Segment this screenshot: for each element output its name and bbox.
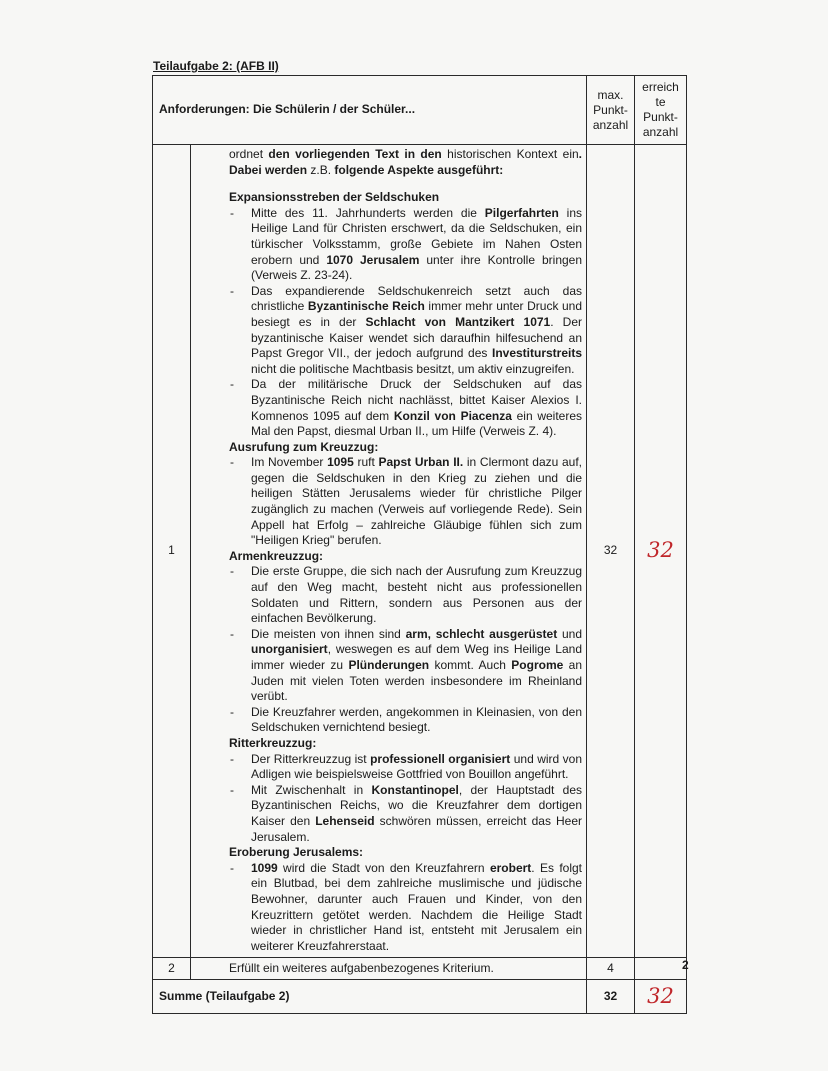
bullet-item (251, 455, 582, 549)
text-run: wird die Stadt von den Kreuzfahrern (277, 860, 490, 875)
criterion-row-1 (153, 145, 687, 958)
criterion-intro (229, 147, 582, 178)
section-heading: Eroberung Jerusalems: (229, 845, 364, 860)
text-run: Die meisten von ihnen sind (251, 626, 406, 641)
text-run: kommt. Auch (429, 658, 512, 672)
requirements-header: Anforderungen: Die Schülerin / der Schüler... (153, 76, 587, 145)
sum-achieved-handwritten: 32 (635, 980, 687, 1014)
text-run: unter ihre Kontrolle bringen (Verweis Z. 23-24). (251, 252, 583, 283)
max-points-header-line: Punkt- (593, 102, 628, 117)
bold-term: folgende Aspekte ausgeführt: (331, 162, 504, 177)
text-run: ordnet (229, 147, 264, 161)
bold-term: Konstantinopel (371, 782, 459, 797)
text-run: . Es folgt ein Blutbad, bei dem zahlreiche muslimische und jüdische Bewohner, darunter auch Frauen und Kinder, von den Kreuzrittern getötet werden. Nachdem die Heilige Stadt wieder in christlicher Hand ist, entsteht mit Jerusalem ein weiterer Kreuzfahrerstaat. (251, 860, 583, 953)
achieved-points-header-line: Punkt- (643, 110, 678, 124)
bullet-item (251, 564, 582, 626)
criterion-number: 1 (153, 145, 191, 958)
text-run: Die Kreuzfahrer werden, angekommen in Kleinasien, von den Seldschuken vernichtend besiegt. (251, 704, 583, 735)
page-number: 2 (682, 958, 689, 972)
text-run: Da der militärische Druck der Seldschuken auf das Byzantinische Reich nicht nachlässt, bittet Kaiser Alexios I. Komnenos 1095 auf dem (251, 377, 583, 423)
bullet-item (251, 783, 582, 845)
text-run: historischen Kontext ein (447, 147, 579, 161)
text-run: z.B. (310, 162, 332, 177)
bold-term: Schlacht von Mantzikert 1071 (365, 314, 551, 329)
bold-term: professionell organisiert (370, 751, 511, 766)
bullet-item (251, 377, 582, 439)
criterion-content: Erfüllt ein weiteres aufgabenbezogenes Kriterium. (191, 958, 587, 980)
bold-term: . Dabei werden (229, 147, 583, 177)
text-run: Mit Zwischenhalt in (251, 782, 372, 797)
text-run: an Juden mit vielen Toten werden insbesondere im Rheinland verübt. (251, 658, 583, 704)
bold-term: 1099 (251, 860, 278, 875)
max-points-header-line: anzahl (592, 117, 629, 132)
text-run: Im November (251, 455, 328, 470)
section-heading: Armenkreuzzug: (229, 548, 324, 563)
bullet-item (251, 284, 582, 378)
bold-term: erobert (489, 860, 532, 875)
section-heading: Ritterkreuzzug: (229, 735, 317, 750)
achieved-points-cell (635, 958, 687, 980)
text-run: nicht die politische Machtbasis besitzt, um aktiv einzugreifen. (251, 361, 575, 376)
bold-term: Konzil von Piacenza (393, 408, 512, 423)
max-points-header (587, 76, 635, 145)
bullet-list (229, 861, 582, 955)
text-run: Die erste Gruppe, die sich nach der Ausrufung zum Kreuzzug auf den Weg macht, besteht nicht aus professionellen Soldaten und Rittern, sondern aus Personen aus der einfachen Bevölkerung. (251, 564, 583, 626)
bullet-list (229, 455, 582, 549)
bullet-item (251, 705, 582, 736)
achieved-points-header-line: anzahl (642, 125, 679, 139)
section-heading: Ausrufung zum Kreuzzug: (229, 439, 379, 454)
text-run: in Clermont dazu auf, gegen die Seldschuken in den Krieg zu ziehen und die heiligen Stätten Jerusalems wieder für christliche Pilger zugänglich zu machen (Verweis auf vorliegende Rede). Sein Appell hat Erfolg – zahlreiche Gläubige fühlen sich zum "Heiligen Krieg" berufen. (251, 455, 583, 548)
criterion-row-2 (153, 958, 687, 980)
bullet-item (251, 206, 582, 284)
text-run: ruft (353, 455, 379, 470)
bold-term: Byzantinische Reich (307, 299, 425, 314)
text-run: schwören müssen, erreicht das Heer Jerusalem. (251, 813, 583, 844)
bullet-list (229, 564, 582, 736)
bullet-item (251, 861, 582, 955)
max-points-header-line: max. (597, 87, 624, 102)
task-title: Teilaufgabe 2: (AFB II) (153, 59, 279, 73)
achieved-points-handwritten: 32 (635, 145, 687, 958)
max-points-cell: 32 (587, 145, 635, 958)
bullet-item (251, 752, 582, 783)
max-points-cell: 4 (587, 958, 635, 980)
text-run: , der Hauptstadt des Byzantinischen Reichs, wo die Kreuzfahrer dem dortigen Kaiser den (251, 782, 583, 828)
text-run: immer mehr unter Druck und besiegt es in der (251, 299, 583, 329)
bullet-list (229, 752, 582, 846)
bold-term: Lehenseid (315, 813, 375, 828)
bold-term: Pogrome (511, 658, 564, 672)
bold-term: Investiturstreits (491, 346, 583, 361)
achieved-points-header-line: erreich (642, 80, 679, 94)
bold-term: arm, schlecht ausgerüstet (405, 626, 558, 641)
criterion-number: 2 (153, 958, 191, 980)
text-run: , weswegen es auf dem Weg ins Heilige Land immer wieder zu (251, 642, 583, 672)
grading-table (152, 75, 687, 1014)
text-run: Der Ritterkreuzzug ist (251, 751, 371, 766)
text-run: und (557, 626, 583, 641)
bold-term: den vorliegenden Text in den (263, 147, 448, 161)
bold-term: 1095 (327, 455, 354, 470)
sum-row (153, 980, 687, 1014)
achieved-points-header-line: te (655, 95, 666, 109)
bullet-item (251, 627, 582, 705)
criterion-sections (229, 190, 582, 954)
achieved-points-header (635, 76, 687, 145)
criterion-content (191, 145, 587, 958)
header-row (153, 76, 687, 145)
bold-term: Plünderungen (348, 658, 430, 672)
bullet-list (229, 206, 582, 440)
bold-term: unorganisiert (251, 642, 328, 657)
text-run: und wird von Adligen wie beispielsweise Gottfried von Bouillon angeführt. (251, 751, 583, 782)
bold-term: Papst Urban II. (378, 455, 464, 470)
text-run: ein weiteres Mal den Papst, diesmal Urban II., um Hilfe (Verweis Z. 4). (251, 408, 583, 439)
section-heading: Expansionsstreben der Seldschuken (229, 190, 440, 205)
text-run: Mitte des 11. Jahrhunderts werden die (251, 205, 485, 220)
sum-label: Summe (Teilaufgabe 2) (153, 980, 587, 1014)
text-run: ins Heilige Land für Christen erschwert, da die Seldschuken, ein türkischer Volksstamm, große Gebiete im Nahen Osten erobern und (251, 205, 583, 267)
sum-max-points: 32 (587, 980, 635, 1014)
text-run: . Der byzantinische Kaiser wendet sich daraufhin hilfesuchend an Papst Gregor VII., der jedoch aufgrund des (251, 314, 583, 361)
bold-term: Pilgerfahrten (484, 205, 559, 220)
bold-term: 1070 Jerusalem (326, 252, 420, 267)
text-run: Das expandierende Seldschukenreich setzt auch das christliche (251, 283, 583, 314)
